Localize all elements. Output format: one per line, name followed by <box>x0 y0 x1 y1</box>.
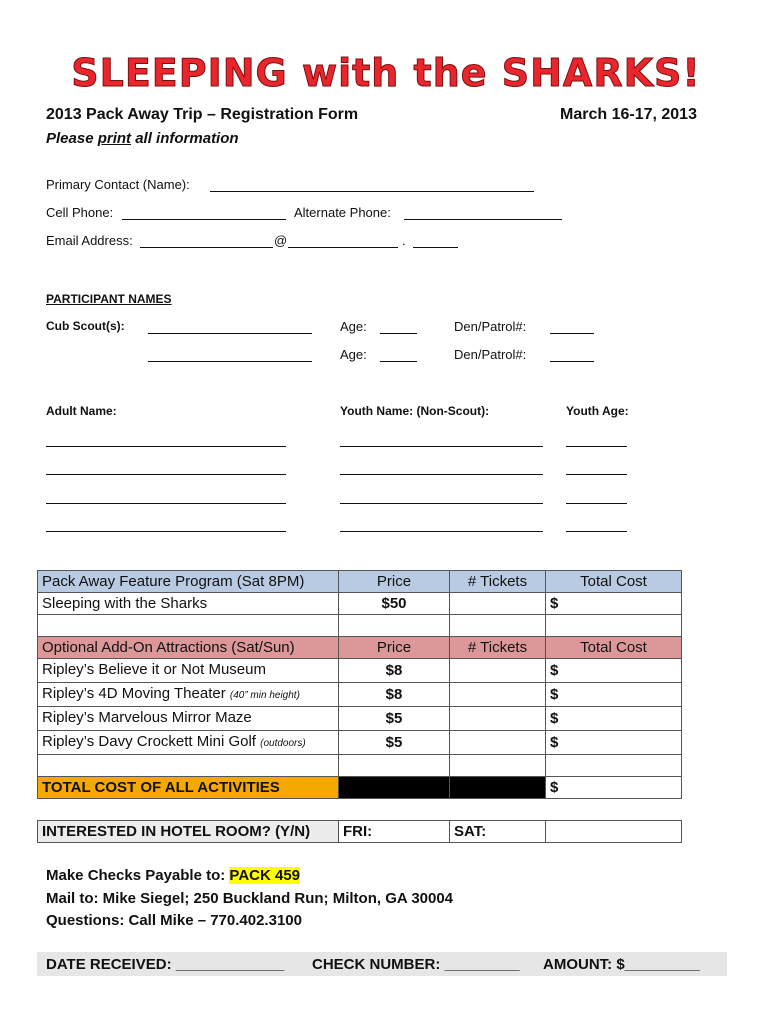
addon-tickets-input[interactable] <box>450 683 546 707</box>
payable-label: Make Checks Payable to: <box>46 867 230 884</box>
addon-header-name: Optional Add-On Attractions (Sat/Sun) <box>38 637 339 659</box>
cub-den-2[interactable] <box>550 361 594 362</box>
addon-name-text: Ripley’s Davy Crockett Mini Golf <box>42 733 261 750</box>
addon-note: (outdoors) <box>260 738 306 749</box>
addon-row <box>38 707 682 731</box>
addon-tickets-input[interactable] <box>450 707 546 731</box>
youth-age-label: Youth Age: <box>566 404 629 418</box>
email-dot: . <box>402 233 406 248</box>
date-received: DATE RECEIVED: _____________ <box>46 956 285 973</box>
activity-table <box>37 570 682 799</box>
total-blackout-tickets <box>450 777 546 799</box>
primary-contact-label: Primary Contact (Name): <box>46 177 190 192</box>
hotel-fri[interactable]: FRI: <box>339 821 450 843</box>
den-label-2: Den/Patrol#: <box>454 347 527 362</box>
addon-price: $8 <box>339 659 450 683</box>
banner-text: SLEEPING with the SHARKS! <box>71 52 701 95</box>
instruction-post: all information <box>131 130 239 147</box>
grand-total[interactable]: $ <box>546 777 682 799</box>
cub-age-1[interactable] <box>380 333 417 334</box>
addon-tickets-input[interactable] <box>450 731 546 755</box>
age-label-1: Age: <box>340 319 367 334</box>
spacer-row <box>38 755 682 777</box>
alt-phone-label: Alternate Phone: <box>294 205 391 220</box>
addon-name-text: Ripley’s Believe it or Not Museum <box>42 661 266 678</box>
adult-name-3[interactable] <box>46 503 286 504</box>
banner-title <box>46 52 726 96</box>
addon-row <box>38 659 682 683</box>
addon-name <box>38 659 339 683</box>
addon-total[interactable]: $ <box>546 683 682 707</box>
youth-name-2[interactable] <box>340 474 543 475</box>
youth-name-1[interactable] <box>340 446 543 447</box>
youth-name-3[interactable] <box>340 503 543 504</box>
hotel-label: INTERESTED IN HOTEL ROOM? (Y/N) <box>38 821 339 843</box>
feature-total[interactable]: $ <box>546 593 682 615</box>
youth-age-1[interactable] <box>566 446 627 447</box>
instruction-pre: Please <box>46 130 98 147</box>
feature-header-name: Pack Away Feature Program (Sat 8PM) <box>38 571 339 593</box>
youth-age-4[interactable] <box>566 531 627 532</box>
addon-total[interactable]: $ <box>546 707 682 731</box>
primary-contact-field[interactable] <box>210 191 534 192</box>
addon-row <box>38 683 682 707</box>
youth-age-3[interactable] <box>566 503 627 504</box>
feature-header-tickets: # Tickets <box>450 571 546 593</box>
instruction-print: print <box>97 130 132 147</box>
addon-header-price: Price <box>339 637 450 659</box>
participant-heading: PARTICIPANT NAMES <box>46 292 172 306</box>
addon-name <box>38 731 339 755</box>
instruction <box>46 130 239 147</box>
addon-header-tickets: # Tickets <box>450 637 546 659</box>
email-user-field[interactable] <box>140 247 273 248</box>
youth-name-label: Youth Name: (Non-Scout): <box>340 404 490 418</box>
addon-total[interactable]: $ <box>546 659 682 683</box>
amount: AMOUNT: $_________ <box>543 956 700 973</box>
hotel-extra[interactable] <box>546 821 682 843</box>
feature-header-price: Price <box>339 571 450 593</box>
addon-note: (40” min height) <box>229 690 300 701</box>
addon-header-row <box>38 637 682 659</box>
cell-phone-label: Cell Phone: <box>46 205 114 220</box>
addon-tickets-input[interactable] <box>450 659 546 683</box>
adult-name-4[interactable] <box>46 531 286 532</box>
feature-header-total: Total Cost <box>546 571 682 593</box>
addon-price: $5 <box>339 731 450 755</box>
adult-name-label: Adult Name: <box>46 404 117 418</box>
spacer-row <box>38 615 682 637</box>
addon-name-text: Ripley’s 4D Moving Theater <box>42 685 230 702</box>
questions-contact: Questions: Call Mike – 770.402.3100 <box>46 912 302 929</box>
den-label-1: Den/Patrol#: <box>454 319 527 334</box>
email-domain-field[interactable] <box>288 247 398 248</box>
youth-name-4[interactable] <box>340 531 543 532</box>
email-at: @ <box>274 233 288 248</box>
age-label-2: Age: <box>340 347 367 362</box>
addon-row <box>38 731 682 755</box>
feature-price: $50 <box>339 593 450 615</box>
feature-tickets-input[interactable] <box>450 593 546 615</box>
email-tld-field[interactable] <box>413 247 458 248</box>
cub-scout-name-2[interactable] <box>148 361 312 362</box>
addon-total[interactable]: $ <box>546 731 682 755</box>
feature-row <box>38 593 682 615</box>
total-blackout-price <box>339 777 450 799</box>
total-row <box>38 777 682 799</box>
addon-header-total: Total Cost <box>546 637 682 659</box>
payable-value: PACK 459 <box>229 867 301 884</box>
addon-price: $8 <box>339 683 450 707</box>
email-label: Email Address: <box>46 233 133 248</box>
cub-scout-label: Cub Scout(s): <box>46 319 125 333</box>
total-label: TOTAL COST OF ALL ACTIVITIES <box>38 777 339 799</box>
youth-age-2[interactable] <box>566 474 627 475</box>
cub-scout-name-1[interactable] <box>148 333 312 334</box>
cub-den-1[interactable] <box>550 333 594 334</box>
event-date: March 16-17, 2013 <box>560 106 697 123</box>
addon-name <box>38 707 339 731</box>
cell-phone-field[interactable] <box>122 219 286 220</box>
addon-name <box>38 683 339 707</box>
feature-name: Sleeping with the Sharks <box>38 593 339 615</box>
cub-age-2[interactable] <box>380 361 417 362</box>
feature-header-row <box>38 571 682 593</box>
hotel-row <box>38 821 682 843</box>
addon-price: $5 <box>339 707 450 731</box>
payable-line <box>46 867 300 884</box>
check-number: CHECK NUMBER: _________ <box>312 956 520 973</box>
form-title: 2013 Pack Away Trip – Registration Form <box>46 106 359 123</box>
hotel-table <box>37 820 682 843</box>
adult-name-1[interactable] <box>46 446 286 447</box>
mail-address: Mail to: Mike Siegel; 250 Buckland Run; Milton, GA 30004 <box>46 890 454 907</box>
hotel-sat[interactable]: SAT: <box>450 821 546 843</box>
alt-phone-field[interactable] <box>404 219 562 220</box>
addon-name-text: Ripley’s Marvelous Mirror Maze <box>42 709 252 726</box>
adult-name-2[interactable] <box>46 474 286 475</box>
